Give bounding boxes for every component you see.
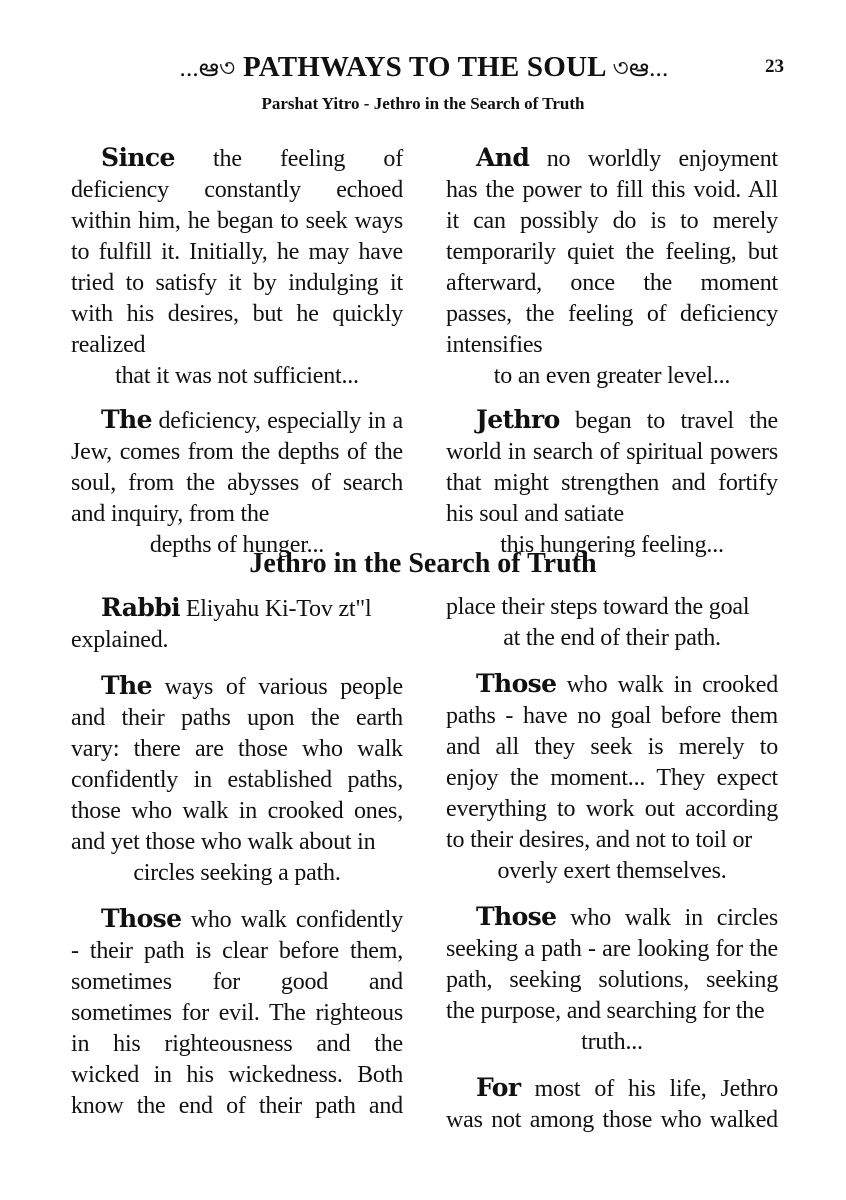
paragraph-body: deficiency, especially in a Jew, comes from the depths of the soul, from the abysses of search and inquiry, from the — [71, 408, 403, 527]
paragraph-lead: Jethro — [476, 405, 560, 434]
paragraph — [71, 903, 403, 1122]
top-right-column — [446, 142, 778, 561]
paragraph — [71, 404, 403, 561]
paragraph-last-line: explained. — [71, 627, 169, 653]
paragraph — [446, 592, 778, 654]
paragraph-lead: Those — [101, 904, 182, 933]
paragraph-last-line: to an even greater level... — [493, 363, 731, 389]
paragraph — [71, 142, 403, 392]
paragraph-last-line: truth... — [581, 1029, 643, 1055]
running-header — [0, 48, 846, 92]
paragraph-body: began to travel the world in search of spiritual powers that might strengthen and fortify his soul and satiate — [446, 408, 778, 527]
paragraph-last-line: that it was not sufficient... — [115, 363, 359, 389]
ornament-left-icon: ...ఆ৩ — [179, 55, 236, 82]
paragraph-last-line: depths of hunger... — [149, 532, 325, 558]
paragraph-last-line: at the end of their path. — [503, 625, 721, 651]
page-number: 23 — [765, 56, 784, 77]
paragraph-lead: Those — [476, 902, 557, 931]
paragraph-body: no worldly enjoyment has the power to fill this void. All it can possibly do is to merely temporarily quiet the feeling, but afterward, once the moment passes, the feeling of deficiency intensifies — [446, 146, 778, 358]
book-title — [132, 48, 716, 91]
paragraph-lead: The — [101, 671, 152, 700]
paragraph — [446, 404, 778, 561]
bottom-right-column — [446, 592, 778, 1136]
paragraph-lead: Those — [476, 669, 557, 698]
paragraph-body: who walk in circles seeking a path - are looking for the path, seeking solutions, seeking the purpose, and searching for the — [446, 905, 778, 1024]
paragraph-last-line: overly exert themselves. — [497, 858, 727, 884]
bottom-left-column — [71, 592, 403, 1122]
paragraph-body: who walk confidently - their path is clear before them, sometimes for good and sometimes for evil. The righteous in his righteousness and the wicked in his wickedness. Both know the end of their path and — [71, 907, 403, 1119]
paragraph-body: place their steps toward the goal — [446, 594, 750, 620]
chapter-subtitle: Parshat Yitro - Jethro in the Search of Truth — [261, 94, 585, 113]
paragraph-lead: And — [476, 143, 530, 172]
paragraph — [446, 1072, 778, 1136]
paragraph-body: the feeling of deficiency constantly echoed within him, he began to seek ways to fulfill it. Initially, he may have tried to satisfy it by indulging it with his desires, but he quickly realized — [71, 146, 403, 358]
paragraph-body: most of his life, Jethro was not among those who walked — [446, 1076, 778, 1133]
section-title: Jethro in the Search of Truth — [249, 548, 597, 579]
paragraph-body: Eliyahu Ki-Tov zt"l — [180, 596, 372, 622]
paragraph-lead: Rabbi — [101, 593, 181, 622]
paragraph-last-line: this hungering feeling... — [500, 532, 724, 558]
paragraph-body: who walk in crooked paths - have no goal before them and all they seek is merely to enjoy the moment... They expect everything to work out according to their desires, and not to toil or — [446, 672, 778, 853]
paragraph-body: ways of various people and their paths upon the earth vary: there are those who walk confidently in established paths, those who walk in crooked ones, and yet those who walk about in — [71, 674, 403, 855]
paragraph — [71, 592, 403, 656]
paragraph-last-line: circles seeking a path. — [133, 860, 341, 886]
paragraph — [71, 670, 403, 889]
paragraph-lead: Since — [101, 143, 175, 172]
book-title-text: PATHWAYS TO THE SOUL — [242, 51, 606, 83]
paragraph-lead: For — [476, 1073, 521, 1102]
paragraph — [446, 668, 778, 887]
paragraph — [446, 901, 778, 1058]
top-left-column — [71, 142, 403, 561]
paragraph-lead: The — [101, 405, 152, 434]
ornament-right-icon: ৩ఆ... — [612, 55, 669, 82]
paragraph — [446, 142, 778, 392]
